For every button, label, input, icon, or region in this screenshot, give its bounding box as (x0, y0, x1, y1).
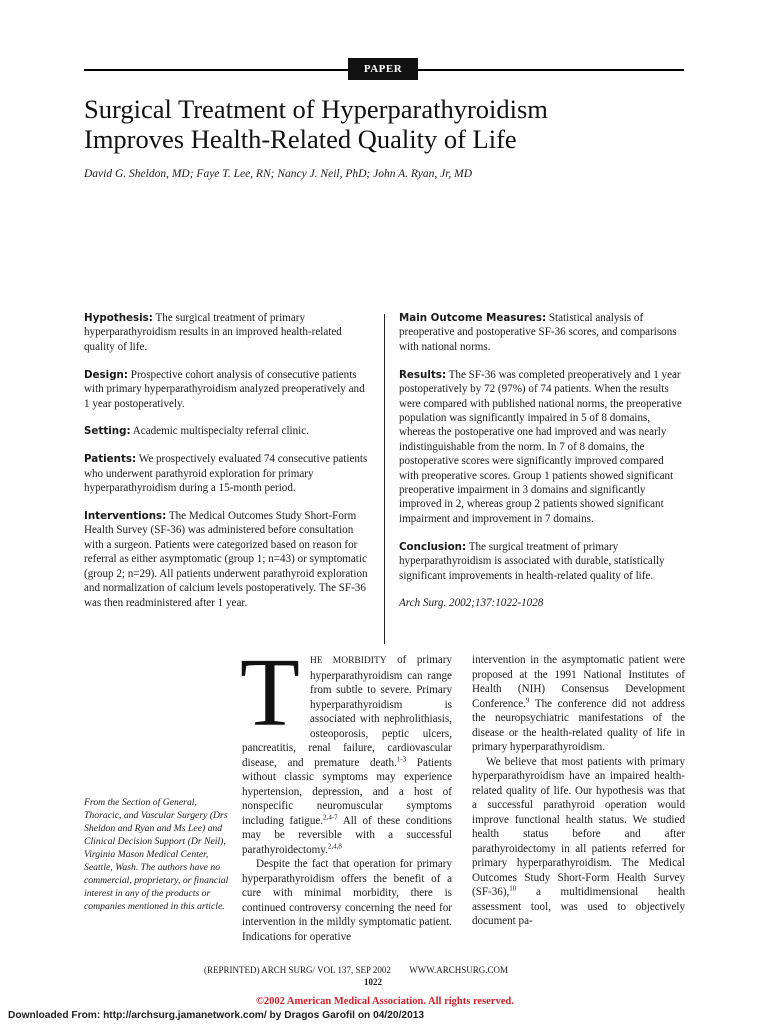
body-text: We believe that most patients with primary hyperparathyroidism have an impaired health-related quality of life. Our hypothesis was that a successful parathyroid operation would improve functional health status. We studied health status before and after parathyroidectomy in all patients referred for primary hyperparathyroidism. The Medical Outcomes Study Short-Form Health Survey (SF-36), (472, 755, 685, 898)
design-label: Design: (84, 368, 129, 381)
abstract-conclusion (399, 540, 685, 583)
title-line-1: Surgical Treatment of Hyperparathyroidism (84, 94, 548, 124)
body-text: of primary hyperparathyroidism can range from subtle to severe. Primary hyperparathyroidism is associated with nephrolithiasis, osteoporosis, peptic ulcers, pancreatitis, renal failure, cardiovascular disease, and premature death. (242, 654, 452, 769)
abstract-outcome (399, 311, 685, 354)
article-title (84, 94, 704, 154)
reference-superscript: 2,4-7 (323, 812, 338, 821)
body-right-column (472, 653, 685, 929)
drop-cap: T (240, 639, 300, 747)
abstract-patients (84, 452, 370, 495)
conclusion-text: The surgical treatment of primary hyperparathyroidism is associated with durable, statistically significant improvements in health-related quality of life. (399, 540, 665, 582)
running-footer (204, 965, 564, 975)
author-list: David G. Sheldon, MD; Faye T. Lee, RN; Nancy J. Neil, PhD; John A. Ryan, Jr, MD (84, 168, 473, 180)
abstract-interventions (84, 509, 370, 610)
hypothesis-label: Hypothesis: (84, 312, 153, 324)
abstract-hypothesis (84, 311, 370, 354)
conclusion-label: Conclusion: (399, 540, 467, 553)
abstract-design (84, 368, 370, 411)
body-paragraph-3 (472, 755, 685, 929)
body-text: Patients without classic symptoms may experience hypertension, depression, and a host of nonspecific neuromuscular symptoms including fatigue. (242, 756, 452, 827)
interventions-label: Interventions: (84, 510, 167, 523)
body-left-column (240, 639, 452, 944)
patients-text: We prospectively evaluated 74 consecutive patients who underwent parathyroid exploration for primary hyperparathyroidism during a 15-month period. (84, 453, 368, 495)
journal-citation: Arch Surg. 2002;137:1022-1028 (399, 597, 544, 610)
page-number: 1022 (364, 977, 382, 987)
results-label: Results: (399, 368, 447, 381)
reference-superscript: 10 (509, 884, 517, 893)
design-text: Prospective cohort analysis of consecutive patients with primary hyperparathyroidism analyzed preoperatively and 1 year postoperatively. (84, 368, 365, 410)
title-line-2: Improves Health-Related Quality of Life (84, 124, 517, 154)
outcome-text: Statistical analysis of preoperative and postoperative SF-36 scores, and comparisons with national norms. (399, 312, 677, 353)
download-stamp: Downloaded From: http://archsurg.jamanetwork.com/ by Dragos Garofil on 04/20/2013 (8, 1010, 425, 1021)
abstract-left-column (84, 311, 370, 623)
lead-small-caps: HE MORBIDITY (310, 656, 387, 666)
journal-website: WWW.ARCHSURG.COM (409, 965, 508, 975)
body-text: intervention in the asymptomatic patient were proposed at the 1991 National Institutes of Health (NIH) Consensus Development Conference. (472, 654, 685, 710)
copyright-notice: ©2002 American Medical Association. All rights reserved. (256, 996, 514, 1007)
body-text: All of these conditions may be reversible with a successful parathyroidectomy. (242, 814, 452, 856)
section-badge: PAPER (348, 58, 418, 80)
abstract-right-column (399, 311, 685, 624)
outcome-label: Main Outcome Measures: (399, 312, 547, 324)
setting-label: Setting: (84, 425, 131, 438)
body-paragraph-2: Despite the fact that operation for primary hyperparathyroidism offers the benefit of a cure with minimal morbidity, there is continued controversy concerning the need for intervention in the mildly symptomatic patient. Indications for operative (242, 858, 452, 943)
results-text: The SF-36 was completed preoperatively and 1 year postoperatively by 72 (97%) of 74 patients. When the results were compared with published national norms, the preoperative population was significantly impaired in 5 of 8 domains, whereas the postoperative one had improved and was nearly indistinguishable from the norm. In 7 of 8 domains, the postoperative scores were significantly improved compared with preoperative scores. Group 1 patients showed significant preoperative impairment in 3 domains and significantly improved in 2, whereas group 2 patients showed significant impairment and improvement in 7 domains. (399, 368, 682, 525)
body-text: The conference did not address the neuropsychiatric manifestations of the disease or the health-related quality of life in primary hyperparathyroidism. (472, 697, 685, 753)
hypothesis-text: The surgical treatment of primary hyperparathyroidism results in an improved health-related quality of life. (84, 312, 342, 353)
author-affiliation-note: From the Section of General, Thoracic, and Vascular Surgery (Drs Sheldon and Ryan and Ms Lee) and Clinical Decision Support (Dr Neil), Virginia Mason Medical Center, Seattle, Wash. The authors have no commercial, proprietary, or financial interest in any of the products or companies mentioned in this article. (84, 797, 229, 912)
body-text: a multidimensional health assessment tool, was used to objectively document pa- (472, 886, 685, 927)
abstract-setting (84, 424, 370, 438)
abstract-results (399, 368, 685, 526)
body-paragraph-2-continued (472, 653, 685, 755)
reference-superscript: 2,4,8 (327, 841, 342, 850)
reprint-info: (REPRINTED) ARCH SURG/ VOL 137, SEP 2002 (204, 965, 391, 975)
interventions-text: The Medical Outcomes Study Short-Form Health Survey (SF-36) was administered before consultation with a surgeon. Patients were categorized based on reason for referral as either asymptomatic (group 1; n=43) or symptomatic (group 2; n=29). All patients underwent parathyroid exploration and normalization of calcium levels postoperatively. The SF-36 was then readministered after 1 year. (84, 510, 368, 609)
reference-superscript: 1-3 (396, 754, 407, 763)
setting-text: Academic multispecialty referral clinic. (132, 425, 309, 438)
patients-label: Patients: (84, 453, 137, 466)
reference-superscript: 9 (525, 695, 530, 704)
abstract-divider (384, 314, 385, 644)
